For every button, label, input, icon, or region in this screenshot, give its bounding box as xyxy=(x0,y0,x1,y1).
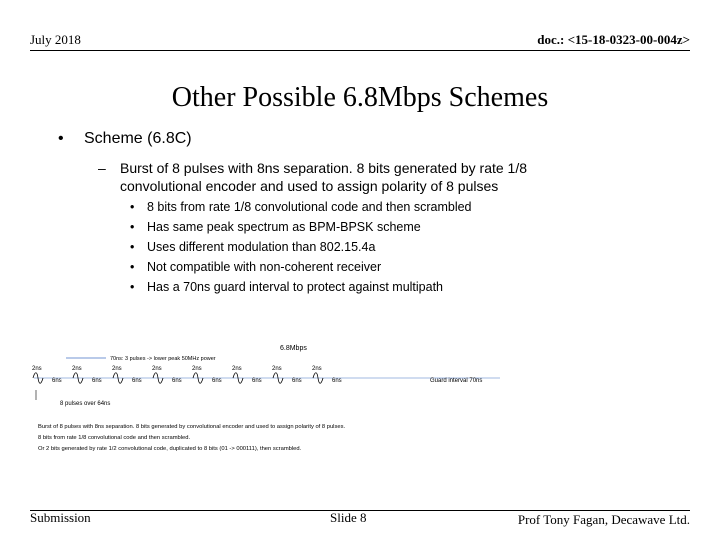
pulse-width-label: 2ns xyxy=(152,366,162,372)
bullet-marker: • xyxy=(130,280,135,294)
header-date: July 2018 xyxy=(30,32,81,47)
pulse-width-label: 2ns xyxy=(232,366,242,372)
dash-marker: – xyxy=(98,160,106,176)
bullet-marker: • xyxy=(130,260,135,274)
peak-power-note: 70ns: 3 pulses -> lower peak 50MHz power xyxy=(110,356,216,362)
pulse-gap-label: 6ns xyxy=(252,378,262,384)
bullet-level2 xyxy=(98,159,578,195)
pulse-width-label: 2ns xyxy=(72,366,82,372)
diagram-caption-2: 8 bits from rate 1/8 convolutional code and then scrambled. xyxy=(38,435,191,441)
rate-label: 6.8Mbps xyxy=(280,345,307,352)
footer-author: Prof Tony Fagan, Decawave Ltd. xyxy=(517,512,690,527)
pulse-width-label: 2ns xyxy=(112,366,122,372)
header-divider xyxy=(30,50,690,51)
header-doc-id: doc.: <15-18-0323-00-004z> xyxy=(537,32,690,47)
bullet-text: Scheme (6.8C) xyxy=(84,130,192,147)
pulse-gap-label: 6ns xyxy=(132,378,142,384)
pulse-width-label: 2ns xyxy=(312,366,322,372)
slide-title: Other Possible 6.8Mbps Schemes xyxy=(171,82,549,113)
pulse-width-label: 2ns xyxy=(192,366,202,372)
sub-bullet xyxy=(130,260,381,274)
pulse-width-label: 2ns xyxy=(272,366,282,372)
pulse-gap-label: 6ns xyxy=(172,378,182,384)
diagram-caption-3: Or 2 bits generated by rate 1/2 convolutional code, duplicated to 8 bits (01 -> 000111), then scrambled. xyxy=(38,446,302,452)
sub-bullet xyxy=(130,280,443,294)
bullet-marker: • xyxy=(130,220,135,234)
guard-interval-label: Guard interval 70ns xyxy=(430,378,483,384)
sub-bullet xyxy=(130,220,421,234)
span-label: 8 pulses over 64ns xyxy=(60,401,111,407)
bullet-marker: • xyxy=(130,240,135,254)
footer-submission: Submission xyxy=(30,510,91,525)
diagram-caption-1: Burst of 8 pulses with 8ns separation. 8 bits generated by convolutional encoder and used to assign polarity of 8 pulses. xyxy=(38,424,346,430)
sub-bullet-text: 8 bits from rate 1/8 convolutional code and then scrambled xyxy=(147,200,472,214)
pulse-gap-label: 6ns xyxy=(212,378,222,384)
sub-bullet xyxy=(130,200,472,214)
pulse-gap-label: 6ns xyxy=(292,378,302,384)
sub-bullet-text: Not compatible with non-coherent receiver xyxy=(147,260,382,274)
sub-bullet-text: Has a 70ns guard interval to protect against multipath xyxy=(147,280,444,294)
sub-bullet-text: Has same peak spectrum as BPM-BPSK scheme xyxy=(147,220,421,234)
pulse-train xyxy=(32,366,342,384)
pulse-gap-label: 6ns xyxy=(92,378,102,384)
pulse-gap-label: 6ns xyxy=(52,378,62,384)
bullet-level1 xyxy=(58,130,192,148)
footer-slide-number: Slide 8 xyxy=(330,510,367,525)
bullet-text: Burst of 8 pulses with 8ns separation. 8 bits generated by rate 1/8 convolutional encoder and used to assign polarity of 8 pulses xyxy=(120,160,528,194)
sub-bullet-text: Uses different modulation than 802.15.4a xyxy=(147,240,376,254)
bullet-marker: • xyxy=(58,130,64,147)
pulse-diagram xyxy=(30,338,510,458)
bullet-marker: • xyxy=(130,200,135,214)
sub-bullet xyxy=(130,240,375,254)
pulse-gap-label: 6ns xyxy=(332,378,342,384)
pulse-width-label: 2ns xyxy=(32,366,42,372)
